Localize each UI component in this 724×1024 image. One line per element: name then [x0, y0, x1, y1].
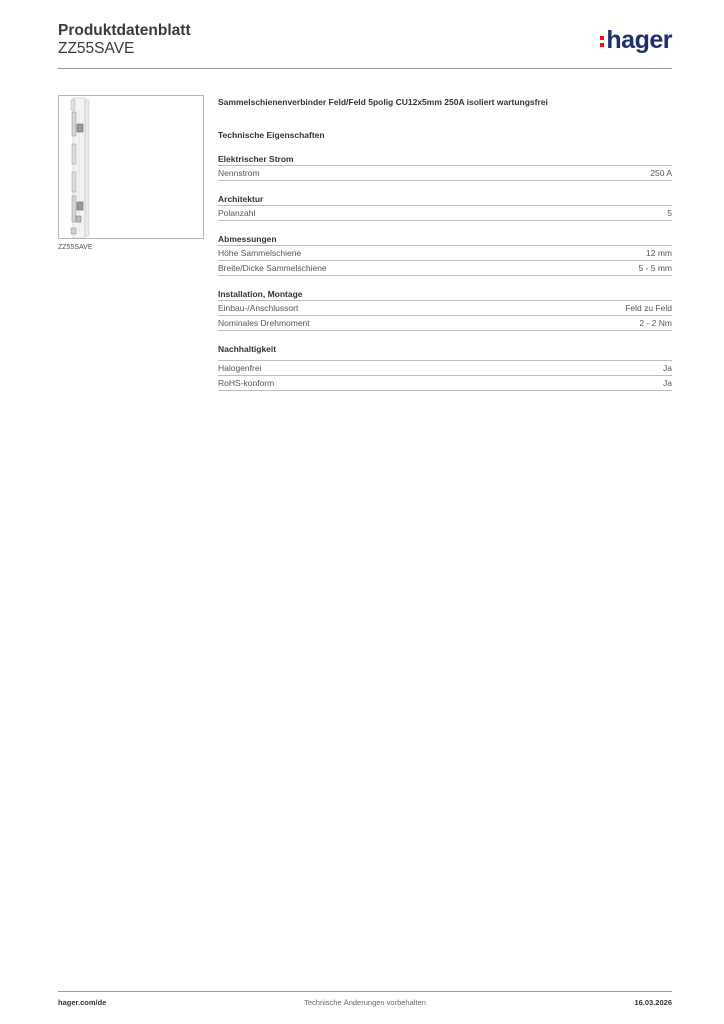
- spec-label: Höhe Sammelschiene: [218, 248, 302, 258]
- spec-group-title: Nachhaltigkeit: [218, 343, 672, 361]
- spec-row: [218, 261, 672, 276]
- footer-notice: Technische Änderungen vorbehalten: [304, 998, 426, 1007]
- spec-label: Einbau-/Anschlussort: [218, 303, 299, 313]
- product-details: [218, 95, 672, 391]
- spec-value: 12 mm: [646, 248, 672, 258]
- spec-row: [218, 246, 672, 261]
- spec-group-title: Abmessungen: [218, 233, 672, 246]
- logo-wordmark: hager: [606, 25, 672, 54]
- product-description: Sammelschienenverbinder Feld/Feld 5polig CU12x5mm 250A isoliert wartungsfrei: [218, 97, 548, 107]
- spec-group-title: Elektrischer Strom: [218, 153, 672, 166]
- spec-group-nachhaltigkeit: [218, 343, 672, 391]
- spec-value: Feld zu Feld: [625, 303, 672, 313]
- product-code: ZZ55SAVE: [58, 40, 135, 57]
- spec-row: [218, 301, 672, 316]
- footer-website-link[interactable]: hager.com/de: [58, 998, 107, 1007]
- page-header: [58, 20, 672, 68]
- spec-group-title: Installation, Montage: [218, 288, 672, 301]
- section-title: Technische Eigenschaften: [218, 130, 325, 140]
- page-footer: [58, 998, 672, 1010]
- spec-value: Ja: [663, 378, 672, 388]
- spec-value: Ja: [663, 363, 672, 373]
- image-caption: ZZ55SAVE: [58, 244, 93, 251]
- spec-row: [218, 361, 672, 376]
- spec-group-title: Architektur: [218, 193, 672, 206]
- header-divider: [58, 68, 672, 69]
- spec-row: [218, 206, 672, 221]
- spec-label: Nennstrom: [218, 168, 260, 178]
- footer-divider: [58, 991, 672, 992]
- spec-group-architektur: [218, 193, 672, 221]
- logo-dots-icon: [600, 36, 604, 47]
- spec-label: RoHS-konform: [218, 378, 275, 388]
- spec-row: [218, 316, 672, 331]
- hager-logo: [600, 26, 672, 54]
- product-image: [58, 95, 204, 239]
- document-title: Produktdatenblatt: [58, 22, 191, 39]
- footer-date: 16.03.2026: [634, 998, 672, 1007]
- spec-label: Polanzahl: [218, 208, 256, 218]
- spec-label: Halogenfrei: [218, 363, 262, 373]
- spec-row: [218, 166, 672, 181]
- spec-value: 2 - 2 Nm: [639, 318, 672, 328]
- spec-value: 250 A: [650, 168, 672, 178]
- spec-value: 5 - 5 mm: [638, 263, 672, 273]
- spec-group-abmessungen: [218, 233, 672, 276]
- spec-row: [218, 376, 672, 391]
- busbar-connector-drawing-icon: [59, 96, 203, 238]
- spec-group-installation-montage: [218, 288, 672, 331]
- spec-value: 5: [667, 208, 672, 218]
- spec-label: Breite/Dicke Sammelschiene: [218, 263, 327, 273]
- spec-label: Nominales Drehmoment: [218, 318, 310, 328]
- spec-group-elektrischer-strom: [218, 153, 672, 181]
